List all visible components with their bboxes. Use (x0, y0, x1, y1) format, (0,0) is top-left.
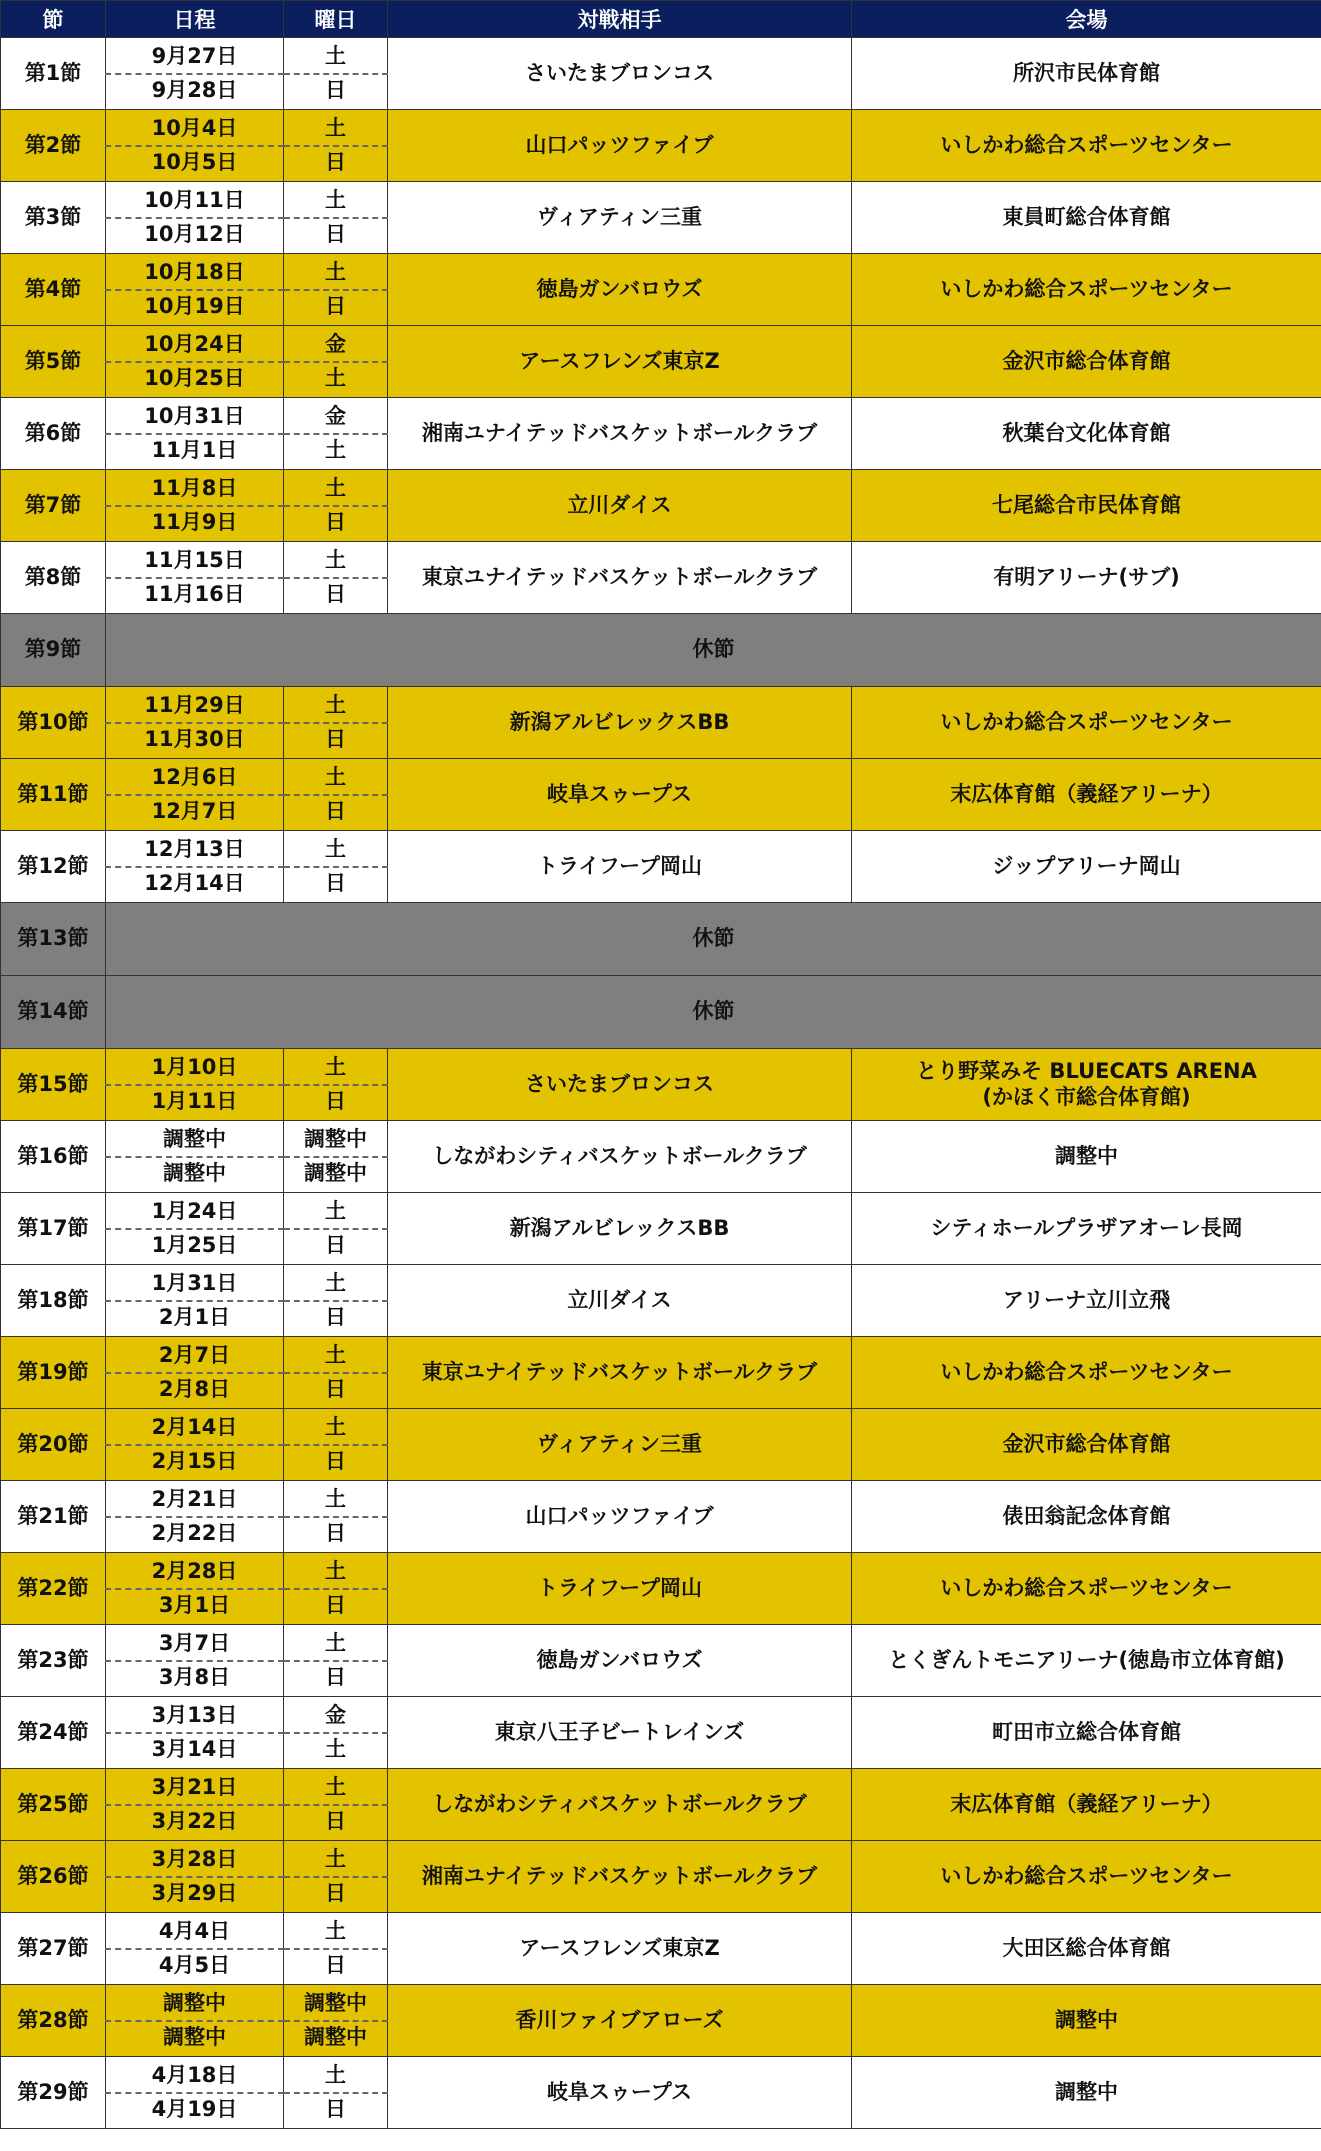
day-first: 土 (284, 831, 388, 867)
match-row (1, 182, 1321, 218)
section-cell: 第15節 (1, 1049, 106, 1121)
date-first: 11月29日 (106, 687, 284, 723)
date-first: 12月6日 (106, 759, 284, 795)
venue-name: とくぎんトモニアリーナ(徳島市立体育館) (888, 1647, 1285, 1672)
opponent-cell: 立川ダイス (388, 470, 852, 542)
opponent-cell: 香川ファイブアローズ (388, 1985, 852, 2057)
date-first: 10月31日 (106, 398, 284, 434)
bye-row (1, 976, 1321, 1049)
venue-cell (852, 326, 1321, 398)
day-first: 土 (284, 38, 388, 74)
day-first: 土 (284, 2057, 388, 2093)
date-first: 2月21日 (106, 1481, 284, 1517)
day-second: 日 (284, 146, 388, 182)
date-second: 11月30日 (106, 723, 284, 759)
day-second: 日 (284, 795, 388, 831)
section-cell: 第28節 (1, 1985, 106, 2057)
venue-name: 金沢市総合体育館 (1002, 348, 1171, 373)
day-second: 日 (284, 1949, 388, 1985)
opponent-cell: 湘南ユナイテッドバスケットボールクラブ (388, 1841, 852, 1913)
opponent-cell: 東京ユナイテッドバスケットボールクラブ (388, 542, 852, 614)
section-cell: 第10節 (1, 687, 106, 759)
date-first: 10月4日 (106, 110, 284, 146)
opponent-cell: さいたまブロンコス (388, 1049, 852, 1121)
section-cell: 第18節 (1, 1265, 106, 1337)
date-second: 2月22日 (106, 1517, 284, 1553)
day-first: 土 (284, 1625, 388, 1661)
opponent-cell: 山口パッツファイブ (388, 110, 852, 182)
match-row (1, 2057, 1321, 2093)
venue-name: 末広体育館（義経アリーナ） (950, 1791, 1223, 1816)
venue-cell (852, 254, 1321, 326)
section-cell: 第9節 (1, 614, 106, 687)
header-row (1, 1, 1321, 38)
section-cell: 第16節 (1, 1121, 106, 1193)
match-row (1, 1697, 1321, 1733)
day-second: 日 (284, 1805, 388, 1841)
day-second: 日 (284, 723, 388, 759)
day-second: 日 (284, 1877, 388, 1913)
day-second: 土 (284, 434, 388, 470)
day-second: 日 (284, 506, 388, 542)
match-row (1, 1625, 1321, 1661)
venue-cell (852, 542, 1321, 614)
date-second: 12月7日 (106, 795, 284, 831)
date-second: 3月29日 (106, 1877, 284, 1913)
venue-cell (852, 1337, 1321, 1409)
venue-cell (852, 1409, 1321, 1481)
day-first: 調整中 (284, 1985, 388, 2021)
date-first: 1月31日 (106, 1265, 284, 1301)
venue-cell (852, 687, 1321, 759)
opponent-cell: しながわシティバスケットボールクラブ (388, 1121, 852, 1193)
opponent-cell: 徳島ガンバロウズ (388, 254, 852, 326)
date-first: 1月24日 (106, 1193, 284, 1229)
venue-cell (852, 831, 1321, 903)
venue-cell (852, 1193, 1321, 1265)
section-cell: 第7節 (1, 470, 106, 542)
date-first: 9月27日 (106, 38, 284, 74)
opponent-cell: 岐阜スゥープス (388, 2057, 852, 2129)
venue-cell (852, 1913, 1321, 1985)
date-first: 3月21日 (106, 1769, 284, 1805)
date-second: 調整中 (106, 2021, 284, 2057)
day-first: 土 (284, 1913, 388, 1949)
venue-cell (852, 1985, 1321, 2057)
section-cell: 第27節 (1, 1913, 106, 1985)
date-first: 10月11日 (106, 182, 284, 218)
venue-name: いしかわ総合スポーツセンター (940, 709, 1233, 734)
match-row (1, 1841, 1321, 1877)
match-row (1, 1265, 1321, 1301)
day-second: 日 (284, 2093, 388, 2129)
opponent-cell: 新潟アルビレックスBB (388, 1193, 852, 1265)
day-second: 日 (284, 1301, 388, 1337)
venue-name: いしかわ総合スポーツセンター (940, 1575, 1233, 1600)
date-first: 3月13日 (106, 1697, 284, 1733)
day-first: 金 (284, 398, 388, 434)
opponent-cell: 新潟アルビレックスBB (388, 687, 852, 759)
date-first: 4月4日 (106, 1913, 284, 1949)
section-cell: 第1節 (1, 38, 106, 110)
date-second: 10月19日 (106, 290, 284, 326)
venue-name: 調整中 (1055, 1143, 1118, 1168)
section-cell: 第5節 (1, 326, 106, 398)
day-first: 土 (284, 182, 388, 218)
venue-name: シティホールプラザアオーレ長岡 (930, 1215, 1243, 1240)
date-first: 2月14日 (106, 1409, 284, 1445)
section-cell: 第3節 (1, 182, 106, 254)
day-first: 調整中 (284, 1121, 388, 1157)
venue-cell (852, 1625, 1321, 1697)
date-second: 4月5日 (106, 1949, 284, 1985)
section-cell: 第14節 (1, 976, 106, 1049)
venue-name: 町田市立総合体育館 (992, 1719, 1181, 1744)
venue-name: 俵田翁記念体育館 (1002, 1503, 1171, 1528)
day-second: 日 (284, 1373, 388, 1409)
venue-name: いしかわ総合スポーツセンター (940, 132, 1233, 157)
venue-name: 調整中 (1055, 2079, 1118, 2104)
match-row (1, 1985, 1321, 2021)
day-second: 日 (284, 218, 388, 254)
date-second: 11月9日 (106, 506, 284, 542)
venue-name: 所沢市民体育館 (1013, 60, 1160, 85)
bye-row (1, 614, 1321, 687)
match-row (1, 398, 1321, 434)
opponent-cell: 東京ユナイテッドバスケットボールクラブ (388, 1337, 852, 1409)
day-second: 土 (284, 362, 388, 398)
date-second: 11月16日 (106, 578, 284, 614)
match-row (1, 542, 1321, 578)
day-second: 調整中 (284, 2021, 388, 2057)
section-cell: 第12節 (1, 831, 106, 903)
date-second: 2月8日 (106, 1373, 284, 1409)
section-cell: 第22節 (1, 1553, 106, 1625)
bye-label: 休節 (106, 903, 1321, 976)
venue-cell (852, 1265, 1321, 1337)
opponent-cell: アースフレンズ東京Z (388, 326, 852, 398)
venue-cell (852, 182, 1321, 254)
match-row (1, 254, 1321, 290)
section-cell: 第11節 (1, 759, 106, 831)
venue-cell (852, 1121, 1321, 1193)
opponent-cell: 東京八王子ビートレインズ (388, 1697, 852, 1769)
venue-name: 東員町総合体育館 (1002, 204, 1171, 229)
day-first: 土 (284, 1049, 388, 1085)
date-second: 1月11日 (106, 1085, 284, 1121)
day-second: 日 (284, 1085, 388, 1121)
date-second: 1月25日 (106, 1229, 284, 1265)
date-second: 10月5日 (106, 146, 284, 182)
date-first: 11月8日 (106, 470, 284, 506)
day-second: 日 (284, 867, 388, 903)
venue-name: ジップアリーナ岡山 (992, 853, 1181, 878)
section-cell: 第4節 (1, 254, 106, 326)
section-cell: 第19節 (1, 1337, 106, 1409)
section-cell: 第24節 (1, 1697, 106, 1769)
day-second: 日 (284, 1517, 388, 1553)
day-first: 土 (284, 254, 388, 290)
date-first: 4月18日 (106, 2057, 284, 2093)
date-second: 3月14日 (106, 1733, 284, 1769)
match-row (1, 1481, 1321, 1517)
date-second: 3月22日 (106, 1805, 284, 1841)
day-second: 調整中 (284, 1157, 388, 1193)
date-first: 10月18日 (106, 254, 284, 290)
venue-name: とり野菜みそ BLUECATS ARENA (916, 1059, 1257, 1084)
section-cell: 第2節 (1, 110, 106, 182)
opponent-cell: ヴィアティン三重 (388, 1409, 852, 1481)
section-cell: 第6節 (1, 398, 106, 470)
venue-cell (852, 1553, 1321, 1625)
opponent-cell: アースフレンズ東京Z (388, 1913, 852, 1985)
venue-name: 有明アリーナ(サブ) (993, 564, 1180, 589)
day-second: 日 (284, 1229, 388, 1265)
section-cell: 第23節 (1, 1625, 106, 1697)
date-first: 11月15日 (106, 542, 284, 578)
date-first: 調整中 (106, 1985, 284, 2021)
section-cell: 第17節 (1, 1193, 106, 1265)
venue-name: 末広体育館（義経アリーナ） (950, 781, 1223, 806)
venue-name: いしかわ総合スポーツセンター (940, 1359, 1233, 1384)
opponent-cell: 湘南ユナイテッドバスケットボールクラブ (388, 398, 852, 470)
day-first: 土 (284, 759, 388, 795)
header-opponent: 対戦相手 (388, 1, 852, 38)
venue-cell (852, 398, 1321, 470)
venue-cell (852, 2057, 1321, 2129)
bye-row (1, 903, 1321, 976)
header-date: 日程 (106, 1, 284, 38)
date-second: 4月19日 (106, 2093, 284, 2129)
venue-name: いしかわ総合スポーツセンター (940, 1863, 1233, 1888)
day-first: 土 (284, 1409, 388, 1445)
day-first: 土 (284, 110, 388, 146)
day-first: 土 (284, 1193, 388, 1229)
match-row (1, 1769, 1321, 1805)
day-first: 土 (284, 1841, 388, 1877)
opponent-cell: トライフープ岡山 (388, 1553, 852, 1625)
match-row (1, 1553, 1321, 1589)
date-first: 3月7日 (106, 1625, 284, 1661)
match-row (1, 1913, 1321, 1949)
day-second: 日 (284, 578, 388, 614)
venue-name: 七尾総合市民体育館 (992, 492, 1181, 517)
match-row (1, 110, 1321, 146)
match-row (1, 1049, 1321, 1085)
section-cell: 第13節 (1, 903, 106, 976)
bye-label: 休節 (106, 614, 1321, 687)
date-second: 3月1日 (106, 1589, 284, 1625)
venue-cell (852, 38, 1321, 110)
bye-label: 休節 (106, 976, 1321, 1049)
day-first: 土 (284, 1553, 388, 1589)
venue-cell (852, 1697, 1321, 1769)
section-cell: 第29節 (1, 2057, 106, 2129)
venue-cell (852, 1049, 1321, 1121)
venue-cell (852, 759, 1321, 831)
match-row (1, 1409, 1321, 1445)
day-second: 日 (284, 1661, 388, 1697)
date-first: 調整中 (106, 1121, 284, 1157)
day-first: 金 (284, 326, 388, 362)
venue-name: 調整中 (1055, 2007, 1118, 2032)
section-cell: 第20節 (1, 1409, 106, 1481)
header-section: 節 (1, 1, 106, 38)
match-row (1, 1193, 1321, 1229)
opponent-cell: さいたまブロンコス (388, 38, 852, 110)
opponent-cell: しながわシティバスケットボールクラブ (388, 1769, 852, 1841)
match-row (1, 831, 1321, 867)
opponent-cell: トライフープ岡山 (388, 831, 852, 903)
day-first: 土 (284, 1481, 388, 1517)
day-first: 土 (284, 1265, 388, 1301)
date-second: 10月12日 (106, 218, 284, 254)
section-cell: 第8節 (1, 542, 106, 614)
match-row (1, 1337, 1321, 1373)
date-second: 2月15日 (106, 1445, 284, 1481)
date-second: 2月1日 (106, 1301, 284, 1337)
venue-cell (852, 1841, 1321, 1913)
date-second: 3月8日 (106, 1661, 284, 1697)
header-venue: 会場 (852, 1, 1321, 38)
match-row (1, 687, 1321, 723)
opponent-cell: 山口パッツファイブ (388, 1481, 852, 1553)
match-row (1, 1121, 1321, 1157)
venue-subname: (かほく市総合体育館) (982, 1084, 1191, 1109)
match-row (1, 759, 1321, 795)
day-first: 土 (284, 1337, 388, 1373)
date-second: 9月28日 (106, 74, 284, 110)
date-first: 3月28日 (106, 1841, 284, 1877)
venue-name: 金沢市総合体育館 (1002, 1431, 1171, 1456)
opponent-cell: 立川ダイス (388, 1265, 852, 1337)
date-first: 1月10日 (106, 1049, 284, 1085)
day-second: 日 (284, 1589, 388, 1625)
header-day: 曜日 (284, 1, 388, 38)
match-row (1, 38, 1321, 74)
section-cell: 第26節 (1, 1841, 106, 1913)
date-second: 12月14日 (106, 867, 284, 903)
match-row (1, 470, 1321, 506)
opponent-cell: ヴィアティン三重 (388, 182, 852, 254)
date-first: 10月24日 (106, 326, 284, 362)
schedule-body (1, 38, 1321, 2129)
day-second: 日 (284, 1445, 388, 1481)
date-second: 11月1日 (106, 434, 284, 470)
day-first: 土 (284, 470, 388, 506)
day-second: 土 (284, 1733, 388, 1769)
day-first: 土 (284, 1769, 388, 1805)
venue-name: アリーナ立川立飛 (1002, 1287, 1171, 1312)
opponent-cell: 徳島ガンバロウズ (388, 1625, 852, 1697)
day-first: 土 (284, 687, 388, 723)
opponent-cell: 岐阜スゥープス (388, 759, 852, 831)
date-second: 調整中 (106, 1157, 284, 1193)
venue-name: 大田区総合体育館 (1002, 1935, 1171, 1960)
section-cell: 第25節 (1, 1769, 106, 1841)
date-second: 10月25日 (106, 362, 284, 398)
day-first: 金 (284, 1697, 388, 1733)
section-cell: 第21節 (1, 1481, 106, 1553)
venue-cell (852, 110, 1321, 182)
venue-cell (852, 1769, 1321, 1841)
day-first: 土 (284, 542, 388, 578)
date-first: 12月13日 (106, 831, 284, 867)
date-first: 2月7日 (106, 1337, 284, 1373)
venue-cell (852, 1481, 1321, 1553)
venue-name: 秋葉台文化体育館 (1002, 420, 1171, 445)
day-second: 日 (284, 290, 388, 326)
match-row (1, 326, 1321, 362)
venue-cell (852, 470, 1321, 542)
date-first: 2月28日 (106, 1553, 284, 1589)
day-second: 日 (284, 74, 388, 110)
venue-name: いしかわ総合スポーツセンター (940, 276, 1233, 301)
